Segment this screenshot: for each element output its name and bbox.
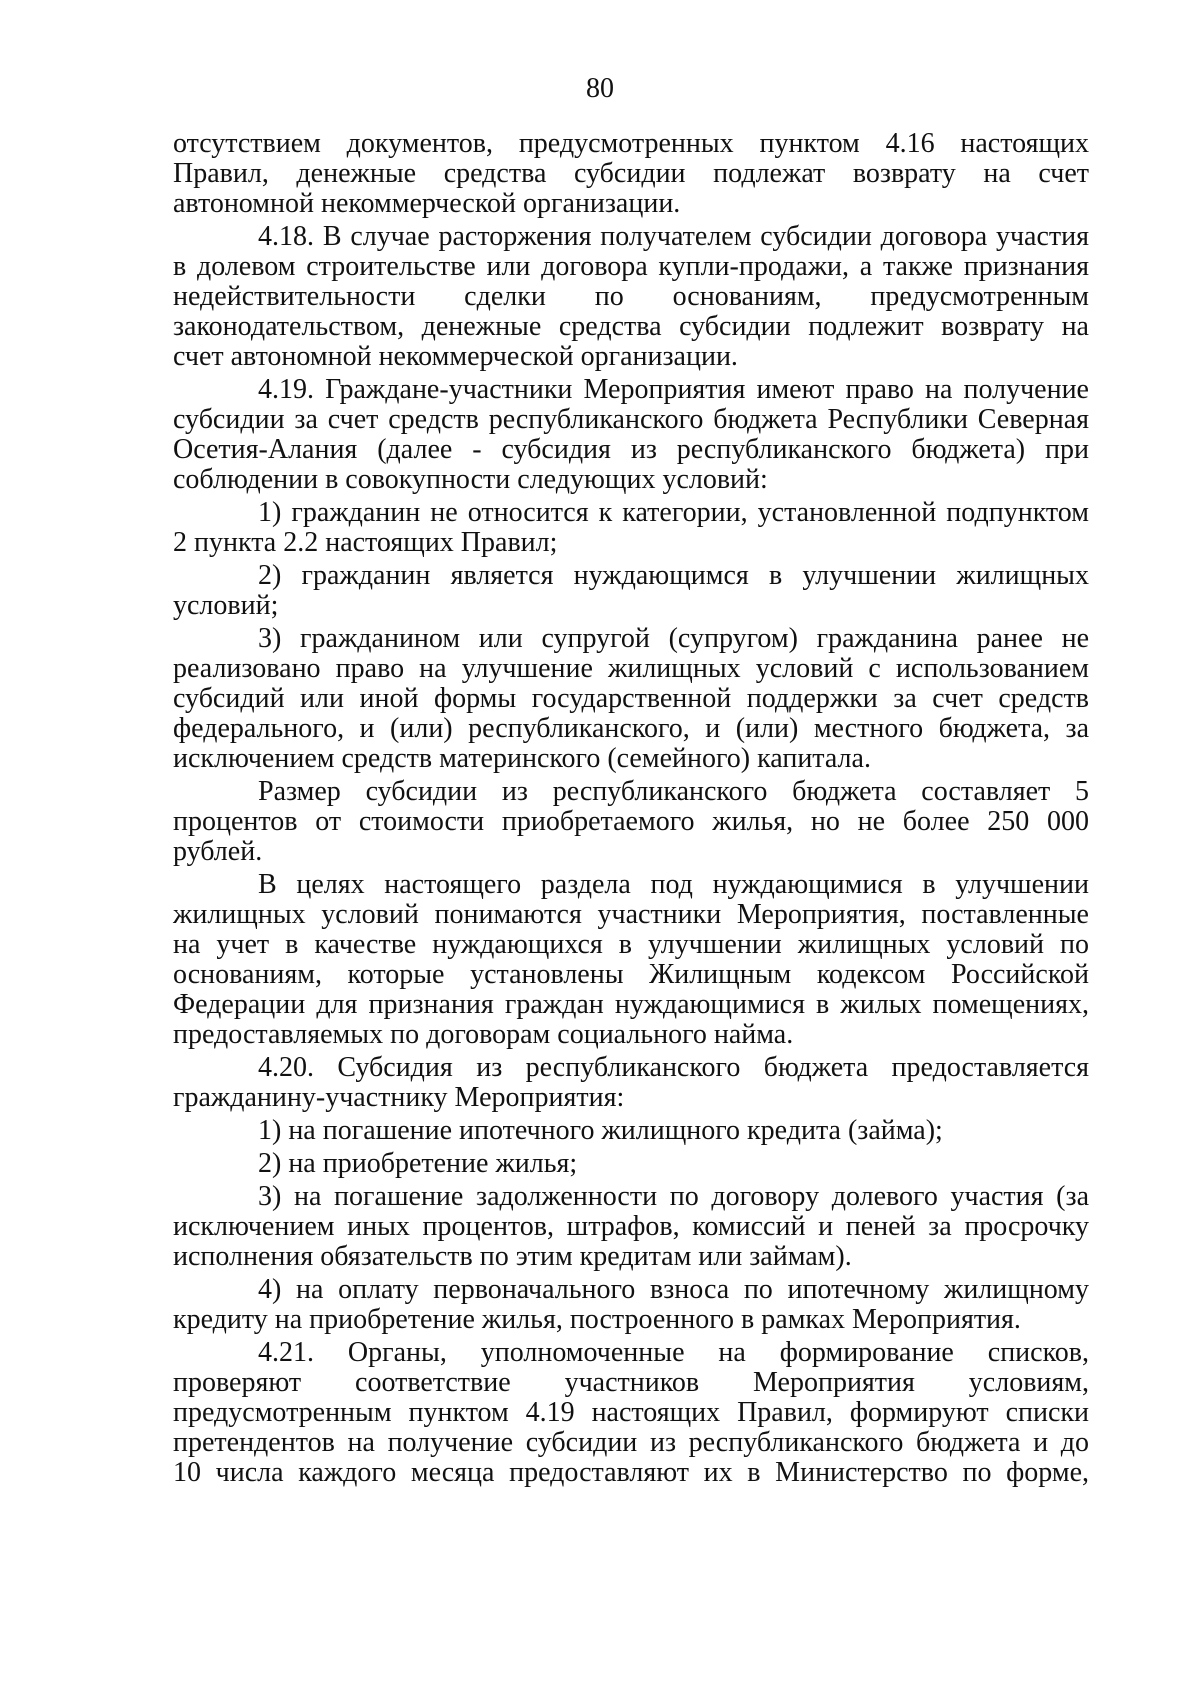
text-line: субсидий или иной формы государственной поддержки за счет средств xyxy=(173,683,1089,714)
text-line: 3) гражданином или супругой (супругом) гражданина ранее не xyxy=(258,623,1089,654)
text-line: 2 пункта 2.2 настоящих Правил; xyxy=(173,527,558,558)
text-line: законодательством, денежные средства субсидии подлежит возврату на xyxy=(173,311,1089,342)
text-line: 4.21. Органы, уполномоченные на формирование списков, xyxy=(258,1337,1089,1368)
text-line: 4.19. Граждане-участники Мероприятия имеют право на получение xyxy=(258,374,1089,405)
text-line: 4.18. В случае расторжения получателем субсидии договора участия xyxy=(258,221,1089,252)
text-line: гражданину-участнику Мероприятия: xyxy=(173,1082,625,1113)
text-line: счет автономной некоммерческой организации. xyxy=(173,341,738,372)
text-line: жилищных условий понимаются участники Мероприятия, поставленные xyxy=(173,899,1089,930)
text-line: 2) на приобретение жилья; xyxy=(258,1148,578,1179)
text-line: 10 числа каждого месяца предоставляют их в Министерство по форме, xyxy=(173,1457,1089,1488)
text-line: в долевом строительстве или договора купли-продажи, а также признания xyxy=(173,251,1089,282)
text-line: исключением средств материнского (семейного) капитала. xyxy=(173,743,871,774)
text-line: Размер субсидии из республиканского бюджета составляет 5 xyxy=(258,776,1089,807)
text-line: 1) гражданин не относится к категории, установленной подпунктом xyxy=(258,497,1089,528)
text-line: условий; xyxy=(173,590,279,621)
text-line: Правил, денежные средства субсидии подлежат возврату на счет xyxy=(173,158,1089,189)
text-line: 1) на погашение ипотечного жилищного кредита (займа); xyxy=(258,1115,943,1146)
text-line: соблюдении в совокупности следующих условий: xyxy=(173,464,768,495)
text-line: 2) гражданин является нуждающимся в улучшении жилищных xyxy=(258,560,1089,591)
text-line: федерального, и (или) республиканского, и (или) местного бюджета, за xyxy=(173,713,1089,744)
text-line: процентов от стоимости приобретаемого жилья, но не более 250 000 xyxy=(173,806,1089,837)
text-line: Осетия-Алания (далее - субсидия из республиканского бюджета) при xyxy=(173,434,1089,465)
text-line: проверяют соответствие участников Мероприятия условиям, xyxy=(173,1367,1089,1398)
text-line: рублей. xyxy=(173,836,263,867)
text-line: предусмотренным пунктом 4.19 настоящих Правил, формируют списки xyxy=(173,1397,1089,1428)
text-line: 4.20. Субсидия из республиканского бюджета предоставляется xyxy=(258,1052,1089,1083)
text-line: В целях настоящего раздела под нуждающимися в улучшении xyxy=(258,869,1089,900)
text-line: автономной некоммерческой организации. xyxy=(173,188,681,219)
text-line: на учет в качестве нуждающихся в улучшении жилищных условий по xyxy=(173,929,1089,960)
text-line: субсидии за счет средств республиканского бюджета Республики Северная xyxy=(173,404,1089,435)
page-number: 80 xyxy=(586,73,614,104)
text-line: основаниям, которые установлены Жилищным кодексом Российской xyxy=(173,959,1089,990)
text-line: отсутствием документов, предусмотренных пунктом 4.16 настоящих xyxy=(173,128,1089,159)
text-line: недействительности сделки по основаниям, предусмотренным xyxy=(173,281,1089,312)
text-line: реализовано право на улучшение жилищных условий с использованием xyxy=(173,653,1089,684)
text-line: претендентов на получение субсидии из республиканского бюджета и до xyxy=(173,1427,1089,1458)
text-line: 3) на погашение задолженности по договору долевого участия (за xyxy=(258,1181,1089,1212)
text-line: исключением иных процентов, штрафов, комиссий и пеней за просрочку xyxy=(173,1211,1089,1242)
text-line: исполнения обязательств по этим кредитам или займам). xyxy=(173,1241,852,1272)
text-line: кредиту на приобретение жилья, построенного в рамках Мероприятия. xyxy=(173,1304,1021,1335)
text-line: предоставляемых по договорам социального найма. xyxy=(173,1019,794,1050)
text-line: Федерации для признания граждан нуждающимися в жилых помещениях, xyxy=(173,989,1089,1020)
text-line: 4) на оплату первоначального взноса по ипотечному жилищному xyxy=(258,1274,1089,1305)
